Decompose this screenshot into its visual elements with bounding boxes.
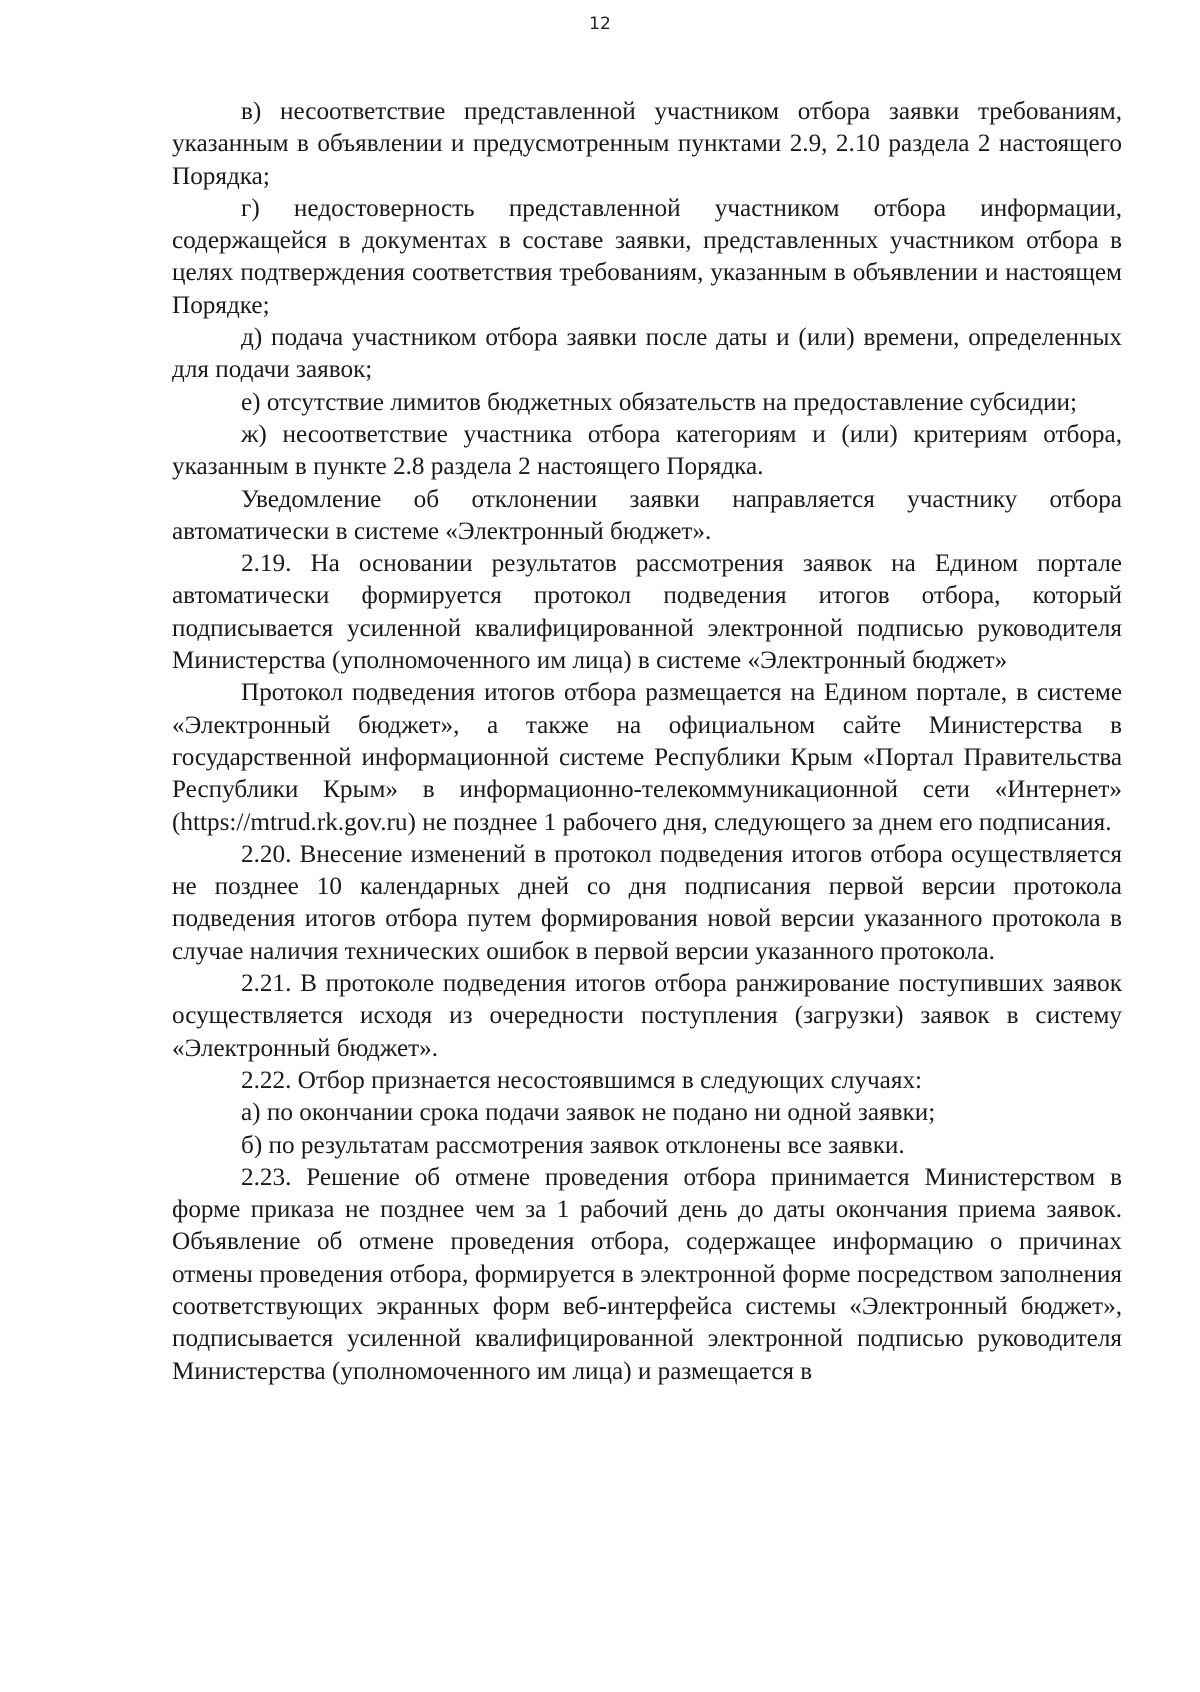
paragraph-item-a: а) по окончании срока подачи заявок не подано ни одной заявки;	[241, 1099, 936, 1127]
paragraph-2-20: 2.20. Внесение изменений в протокол подведения итогов отбора осуществляется не позднее 10 календарных дней со дня подписания первой версии протокола подведения итогов отбора путем формирования новой версии указанного протокола в случае наличия технических ошибок в первой версии указанного протокола.	[172, 840, 1122, 965]
paragraph-2-19: 2.19. На основании результатов рассмотрения заявок на Едином портале автоматически формируется протокол подведения итогов отбора, который подписывается усиленной квалифицированной электронной подписью руководителя Министерства (уполномоченного им лица) в системе «Электронный бюджет»	[172, 550, 1122, 675]
paragraph-item-e: е) отсутствие лимитов бюджетных обязательств на предоставление субсидии;	[241, 388, 1078, 416]
paragraph-item-g: г) недостоверность представленной участником отбора информации, содержащейся в документах в составе заявки, представленных участником отбора в целях подтверждения соответствия требованиям, указанным в объявлении и настоящем Порядке;	[172, 194, 1122, 319]
page-number: 12	[589, 14, 611, 34]
paragraph-item-b: б) по результатам рассмотрения заявок отклонены все заявки.	[241, 1131, 905, 1159]
document-body	[172, 96, 1122, 1388]
paragraph-protocol-publication: Протокол подведения итогов отбора размещается на Едином портале, в системе «Электронный бюджет», а также на официальном сайте Министерства в государственной информационной системе Республики Крым «Портал Правительства Республики Крым» в информационно-телекоммуникационной сети «Интернет» (https://mtrud.rk.gov.ru) не позднее 1 рабочего дня, следующего за днем его подписания.	[172, 679, 1122, 836]
paragraph-2-22: 2.22. Отбор признается несостоявшимся в следующих случаях:	[241, 1066, 923, 1094]
paragraph-2-21: 2.21. В протоколе подведения итогов отбора ранжирование поступивших заявок осуществляется исходя из очередности поступления (загрузки) заявок в систему «Электронный бюджет».	[172, 970, 1122, 1062]
paragraph-item-zh: ж) несоответствие участника отбора категориям и (или) критериям отбора, указанным в пункте 2.8 раздела 2 настоящего Порядка.	[172, 420, 1122, 481]
paragraph-2-23: 2.23. Решение об отмене проведения отбора принимается Министерством в форме приказа не позднее чем за 1 рабочий день до даты окончания приема заявок. Объявление об отмене проведения отбора, содержащее информацию о причинах отмены проведения отбора, формируется в электронной форме посредством заполнения соответствующих экранных форм веб-интерфейса системы «Электронный бюджет», подписывается усиленной квалифицированной электронной подписью руководителя Министерства (уполномоченного им лица) и размещается в	[172, 1163, 1122, 1385]
paragraph-item-v: в) несоответствие представленной участником отбора заявки требованиям, указанным в объявлении и предусмотренным пунктами 2.9, 2.10 раздела 2 настоящего Порядка;	[172, 98, 1122, 190]
paragraph-rejection-notice: Уведомление об отклонении заявки направляется участнику отбора автоматически в системе «Электронный бюджет».	[172, 485, 1122, 545]
paragraph-item-d: д) подача участником отбора заявки после даты и (или) времени, определенных для подачи заявок;	[172, 324, 1122, 384]
